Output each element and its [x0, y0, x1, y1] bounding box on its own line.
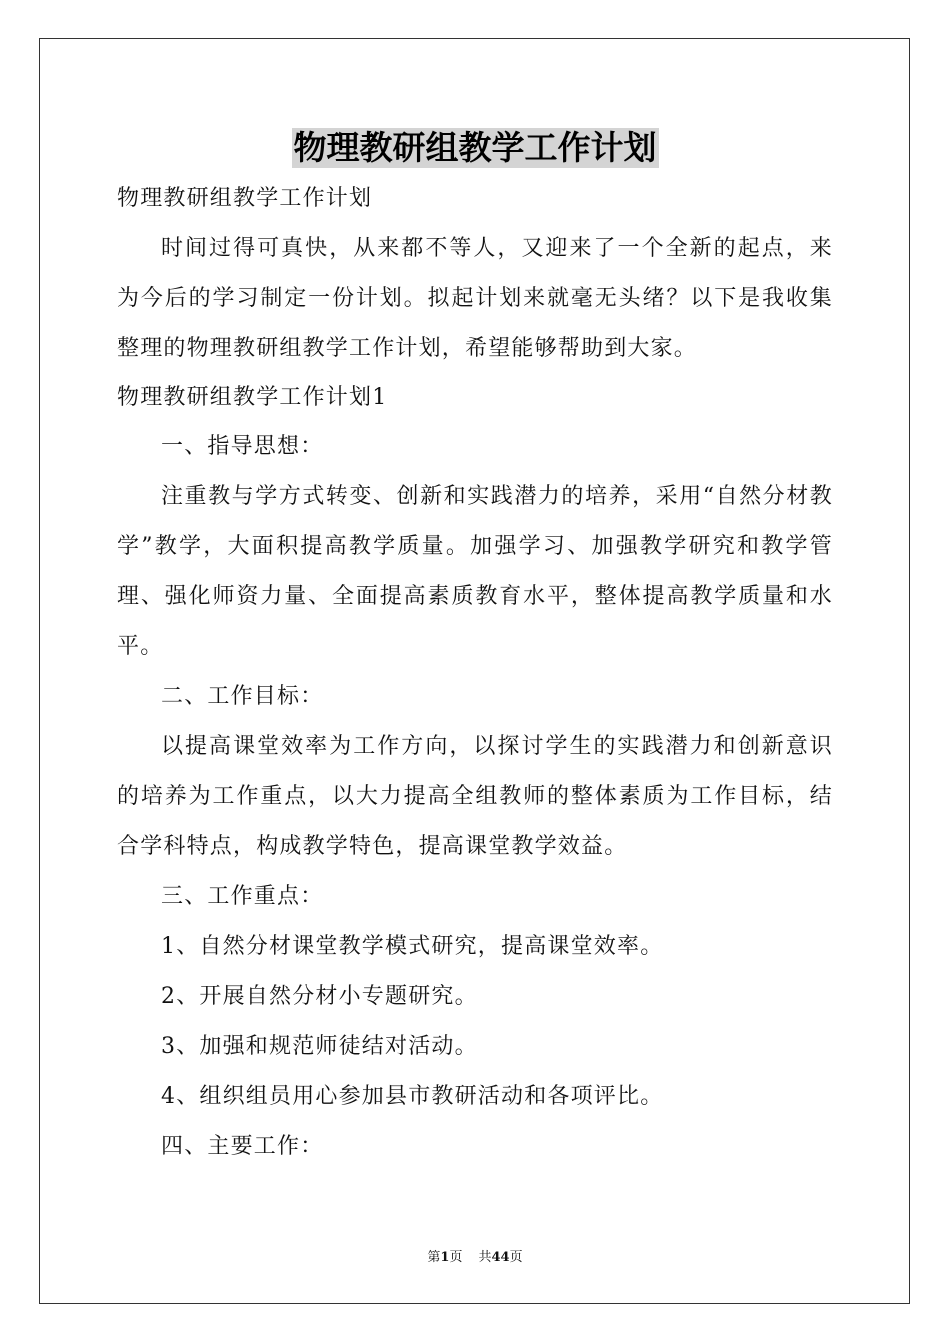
footer-total-pages: 44	[491, 1250, 510, 1265]
list-item: 4、组织组员用心参加县市教研活动和各项评比。	[161, 1084, 664, 1109]
document-title: 物理教研组教学工作计划	[293, 128, 657, 167]
section-title: 物理教研组教学工作计划1	[117, 385, 388, 410]
heading-guiding-ideology: 一、指导思想：	[161, 434, 324, 459]
list-item: 3、加强和规范师徒结对活动。	[161, 1034, 478, 1059]
paragraph-guiding-ideology: 注重教与学方式转变、创新和实践潜力的培养，采用“自然分材教学”教学，大面积提高教学质量。加强学习、加强教学研究和教学管理、强化师资力量、全面提高素质教育水平，整体提高教学质量和水平。	[117, 484, 833, 659]
paragraph-work-goals: 以提高课堂效率为工作方向，以探讨学生的实践潜力和创新意识的培养为工作重点，以大力提高全组教师的整体素质为工作目标，结合学科特点，构成教学特色，提高课堂教学效益。	[117, 734, 833, 859]
heading-work-goals: 二、工作目标：	[161, 684, 324, 709]
title-container	[0, 128, 950, 168]
footer-page-suffix: 页	[449, 1250, 463, 1265]
heading-work-focus: 三、工作重点：	[161, 884, 324, 909]
document-subtitle: 物理教研组教学工作计划	[117, 186, 373, 211]
footer-total-suffix: 页	[509, 1250, 523, 1265]
intro-paragraph: 时间过得可真快，从来都不等人，又迎来了一个全新的起点，来为今后的学习制定一份计划。拟起计划来就毫无头绪？以下是我收集整理的物理教研组教学工作计划，希望能够帮助到大家。	[117, 236, 833, 361]
heading-main-work: 四、主要工作：	[161, 1134, 324, 1159]
footer-page-number: 1	[440, 1250, 450, 1265]
footer-page-prefix: 第	[427, 1250, 441, 1265]
footer-total-prefix: 共	[478, 1250, 492, 1265]
document-body	[117, 180, 833, 1172]
list-item: 1、自然分材课堂教学模式研究，提高课堂效率。	[161, 934, 664, 959]
page-footer	[0, 1246, 950, 1265]
list-item: 2、开展自然分材小专题研究。	[161, 984, 478, 1009]
